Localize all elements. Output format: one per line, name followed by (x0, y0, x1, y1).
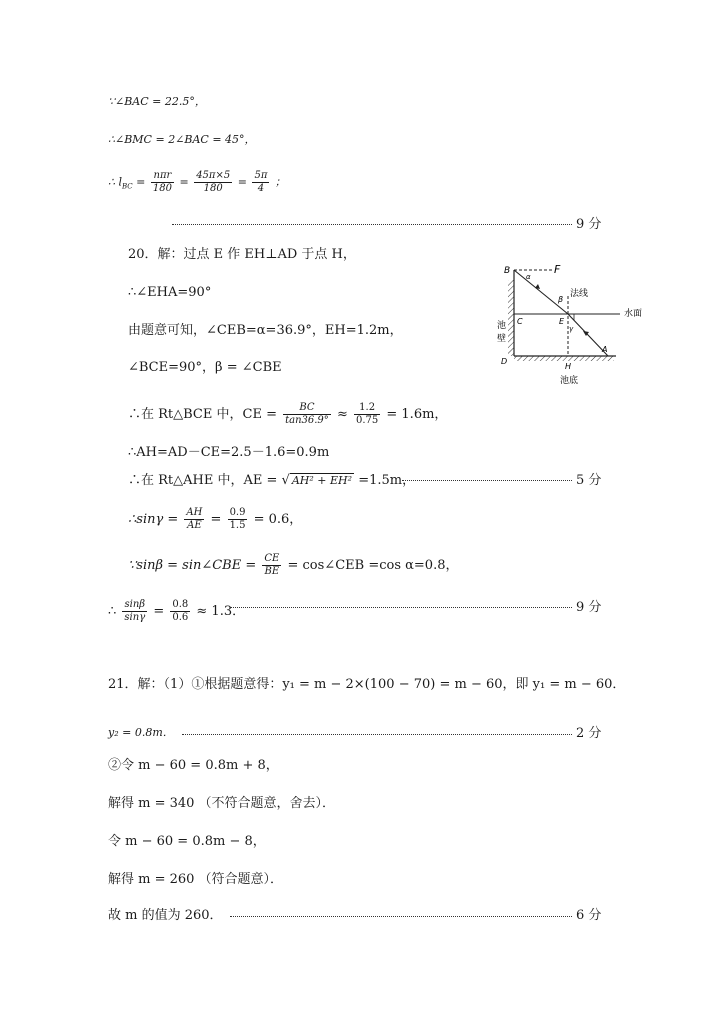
fraction-bc-tan: $\frac{BC}{\tan 36.9^\circ}$ (285, 402, 329, 426)
incident-ray (514, 270, 568, 314)
label-water-surface: 水面 (624, 309, 643, 319)
s20-heading: 20．解：过点 E 作 EH⊥AD 于点 H， (128, 247, 356, 262)
s21-answer: 故 m 的值为 260． (108, 908, 223, 923)
label-gamma: γ (569, 325, 574, 333)
pool-refraction-figure (490, 258, 660, 388)
label-pool-bottom: 池底 (560, 376, 579, 386)
score-5-s20: 5 分 (576, 473, 602, 488)
s20-sin-gamma: ∴sinγ = $\frac{AH}{AE}$ = $\frac{0.9}{1.5}$ = 0.6， (128, 507, 303, 531)
arc-length-line: ∴ $l_{BC}$ = $\frac{\text{nπr}}{180}$ = $\frac{45\pi\times 5}{180}$ = $\frac{5\pi}{4}$ ； (108, 170, 286, 194)
dotted-leader (402, 480, 572, 481)
fraction-12-075: $\frac{1.2}{0.75}$ (355, 402, 379, 426)
score-2-s21: 2 分 (576, 726, 602, 741)
s20-angle-eha: ∴∠EHA=90° (128, 285, 212, 300)
fraction-npr-180: $\frac{\text{nπr}}{180}$ (152, 170, 172, 194)
dotted-leader (230, 607, 572, 608)
s20-angle-bce: ∠BCE=90°，β = ∠CBE (128, 360, 282, 375)
arc-length-subscript: BC (122, 182, 133, 191)
s20-given: 由题意可知，∠CEB=α=36.9°，EH=1.2m， (128, 323, 403, 338)
s20-sin-beta: ∵sinβ = sin∠CBE = $\frac{CE}{BE}$ = cos∠CEB =cos α=0.8， (128, 553, 459, 577)
label-d: D (501, 357, 508, 366)
fraction-5pi-4: $\frac{5\pi}{4}$ (254, 170, 268, 194)
s21-eq1: ②令 m − 60 = 0.8m + 8， (108, 758, 279, 773)
s20-ratio: ∴ $\frac{\sin\beta}{\sin\gamma}$ = $\frac{0.8}{0.6}$ ≈ 1.3． (108, 599, 246, 623)
label-alpha: α (526, 273, 531, 281)
fraction-sinb-sing: $\frac{\sin\beta}{\sin\gamma}$ (124, 599, 146, 623)
angle-bac-line: ∵∠BAC = 22.5°， (108, 95, 206, 108)
wall-hatching (508, 280, 514, 356)
label-h: H (565, 362, 572, 371)
s20-ah-calc: ∴AH=AD－CE=2.5－1.6=0.9m (128, 445, 330, 460)
fraction-08-06: $\frac{0.8}{0.6}$ (172, 599, 189, 623)
arc-length-prefix: ∴ l (108, 175, 123, 189)
s21-y2: y₂ = 0.8m． (108, 726, 174, 739)
label-wall-1: 池 (497, 321, 507, 331)
label-e: E (559, 317, 565, 326)
fraction-09-15: $\frac{0.9}{1.5}$ (229, 507, 246, 531)
fraction-45pi5-180: $\frac{45\pi\times 5}{180}$ (196, 170, 231, 194)
label-c: C (517, 317, 523, 326)
fraction-ce-be: $\frac{CE}{BE}$ (264, 553, 280, 577)
s21-eq2: 令 m − 60 = 0.8m − 8， (108, 834, 266, 849)
label-a: A (602, 345, 608, 354)
dotted-leader (172, 224, 572, 225)
s20-ce-calc: ∴在 Rt△BCE 中，CE = $\frac{BC}{\tan 36.9^\circ}$ ≈ $\frac{1.2}{0.75}$ = 1.6m， (128, 402, 448, 426)
eq-sign: = (136, 175, 146, 189)
label-b: B (504, 266, 511, 276)
angle-bmc-line: ∴∠BMC = 2∠BAC = 45°， (108, 133, 256, 146)
label-beta: β (558, 295, 564, 304)
label-normal: 法线 (570, 289, 589, 299)
label-f: F (554, 263, 561, 276)
fraction-ah-ae: $\frac{AH}{AE}$ (186, 507, 203, 531)
score-9-s19: 9 分 (576, 217, 602, 232)
sqrt-ah-eh: AH² + EH² (291, 474, 353, 487)
dotted-leader (230, 916, 572, 917)
label-wall-2: 壁 (497, 334, 507, 344)
s20-ae-calc: ∴在 Rt△AHE 中，AE = √ AH² + EH² =1.5m， (128, 473, 416, 488)
s21-heading: 21．解：（1）①根据题意得：y₁ = m − 2×(100 − 70) = m − 60，即 y₁ = m − 60． (108, 677, 626, 692)
bottom-hatching (514, 356, 614, 361)
s21-solve2: 解得 m = 260 （符合题意）． (108, 872, 284, 887)
score-9-s20: 9 分 (576, 600, 602, 615)
s21-solve1: 解得 m = 340 （不符合题意，舍去）． (108, 796, 336, 811)
dotted-leader (182, 734, 572, 735)
score-6-s21: 6 分 (576, 908, 602, 923)
